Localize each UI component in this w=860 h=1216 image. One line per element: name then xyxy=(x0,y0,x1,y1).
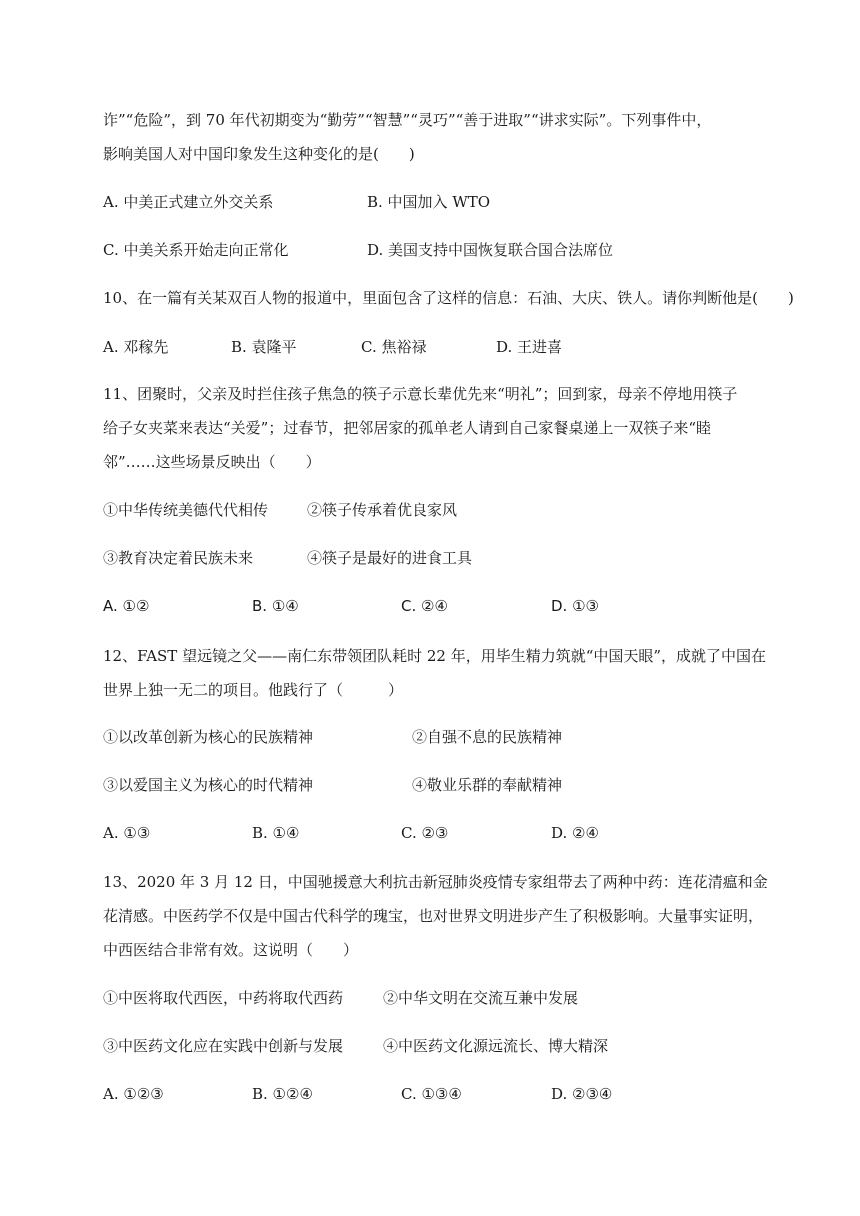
q9-option-b: B. 中国加入 WTO xyxy=(367,193,491,211)
q9-option-d: D. 美国支持中国恢复联合国合法席位 xyxy=(367,241,614,259)
q11-option-c: C. ②④ xyxy=(401,597,448,615)
q12-option-b: B. ①④ xyxy=(252,824,300,842)
q12-option-a: A. ①③ xyxy=(103,824,151,842)
q11-stem-line-3: 邻”……这些场景反映出（ ） xyxy=(103,453,321,471)
q11-option-a: A. ①② xyxy=(103,597,150,615)
q13-option-d: D. ②③④ xyxy=(551,1085,613,1103)
q10-option-a: A. 邓稼先 xyxy=(103,338,169,356)
q13-option-c: C. ①③④ xyxy=(401,1085,462,1103)
q12-item-4: ④敬业乐群的奉献精神 xyxy=(412,776,563,794)
q13-item-1: ①中医将取代西医，中药将取代西药 xyxy=(103,989,344,1007)
q10-stem-line-1: 10、在一篇有关某双百人物的报道中，里面包含了这样的信息：石油、大庆、铁人。请你判断他是( ) xyxy=(103,289,794,307)
q12-stem-line-1: 12、FAST 望远镜之父——南仁东带领团队耗时 22 年，用毕生精力筑就“中国天眼”，成就了中国在 xyxy=(103,647,767,665)
q9-stem-line-1: 诈”“危险”，到 70 年代初期变为“勤劳”“智慧”“灵巧”“善于进取”“讲求实际”。下列事件中， xyxy=(103,111,712,129)
q13-stem-line-1: 13、2020 年 3 月 12 日，中国驰援意大利抗击新冠肺炎疫情专家组带去了两种中药：连花清瘟和金 xyxy=(103,873,768,891)
q13-stem-line-2: 花清感。中医药学不仅是中国古代科学的瑰宝，也对世界文明进步产生了积极影响。大量事实证明， xyxy=(103,907,764,925)
q12-item-2: ②自强不息的民族精神 xyxy=(412,728,563,746)
q12-item-3: ③以爱国主义为核心的时代精神 xyxy=(103,776,314,794)
q12-option-c: C. ②③ xyxy=(401,824,449,842)
q11-option-d: D. ①③ xyxy=(551,597,599,615)
q13-item-3: ③中医药文化应在实践中创新与发展 xyxy=(103,1037,344,1055)
q11-item-2: ②筷子传承着优良家风 xyxy=(307,501,458,519)
q9-stem-line-2: 影响美国人对中国印象发生这种变化的是( ) xyxy=(103,145,415,163)
q11-option-b: B. ①④ xyxy=(252,597,299,615)
q11-item-4: ④筷子是最好的进食工具 xyxy=(307,549,473,567)
q9-option-c: C. 中美关系开始走向正常化 xyxy=(103,241,289,259)
q9-option-a: A. 中美正式建立外交关系 xyxy=(103,193,274,211)
q13-item-2: ②中华文明在交流互兼中发展 xyxy=(383,989,579,1007)
q12-item-1: ①以改革创新为核心的民族精神 xyxy=(103,728,314,746)
q13-option-b: B. ①②④ xyxy=(252,1085,313,1103)
q10-option-b: B. 袁隆平 xyxy=(231,338,297,356)
q13-item-4: ④中医药文化源远流长、博大精深 xyxy=(383,1037,609,1055)
q11-item-1: ①中华传统美德代代相传 xyxy=(103,501,269,519)
q11-stem-line-2: 给子女夹菜来表达“关爱”；过春节，把邻居家的孤单老人请到自己家餐桌递上一双筷子来“睦 xyxy=(103,419,712,437)
q11-item-3: ③教育决定着民族未来 xyxy=(103,549,254,567)
q13-option-a: A. ①②③ xyxy=(103,1085,164,1103)
q12-stem-line-2: 世界上独一无二的项目。他践行了（ ） xyxy=(103,681,404,699)
q13-stem-line-3: 中西医结合非常有效。这说明（ ） xyxy=(103,941,359,959)
q12-option-d: D. ②④ xyxy=(551,824,599,842)
q10-option-d: D. 王进喜 xyxy=(496,338,563,356)
q10-option-c: C. 焦裕禄 xyxy=(361,338,427,356)
q11-stem-line-1: 11、团聚时，父亲及时拦住孩子焦急的筷子示意长辈优先来“明礼”；回到家，母亲不停地用筷子 xyxy=(103,385,738,403)
